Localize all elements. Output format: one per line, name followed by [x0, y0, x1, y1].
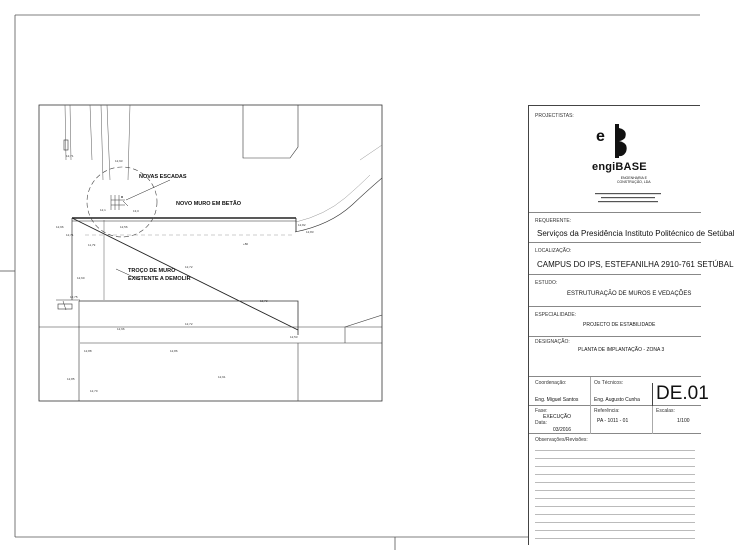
- address-fine-print: [593, 192, 663, 208]
- svg-text:12,83: 12,83: [306, 230, 314, 234]
- svg-text:12,75: 12,75: [70, 295, 78, 299]
- data-value: 03/2016: [553, 427, 572, 433]
- label-novas-escadas: NOVAS ESCADAS: [139, 174, 187, 180]
- svg-text:12,72: 12,72: [185, 322, 193, 326]
- fase-section: [529, 406, 701, 434]
- especialidade-value: PROJECTO DE ESTABILIDADE: [583, 322, 656, 328]
- localizacao-section: [529, 243, 734, 275]
- svg-text:12,53: 12,53: [290, 335, 298, 339]
- svg-text:12,85: 12,85: [67, 377, 75, 381]
- referencia-value: PA - 1011 - 01: [597, 418, 629, 424]
- observacoes-section: [529, 434, 701, 546]
- projectistas-label: PROJECTISTAS:: [535, 113, 574, 119]
- coordenacao-label: Coordenação:: [535, 380, 567, 386]
- requerente-value: Serviços da Presidência Instituto Politécnico de Setúbal: [537, 229, 734, 238]
- svg-text:12,91: 12,91: [218, 375, 226, 379]
- svg-text:12,1: 12,1: [100, 208, 106, 212]
- logo-letter: e: [596, 128, 605, 145]
- svg-text:12,72: 12,72: [185, 265, 193, 269]
- plan-viewport: [39, 105, 382, 401]
- svg-text:12,86: 12,86: [170, 349, 178, 353]
- tecnicos-label: Os Técnicos:: [594, 380, 624, 386]
- responsaveis-section: [529, 377, 709, 406]
- svg-text:12,96: 12,96: [56, 225, 64, 229]
- observacoes-label: Observações/Revisões:: [535, 437, 588, 443]
- escalas-label: Escalas:: [656, 408, 675, 414]
- svg-text:13,0: 13,0: [133, 209, 139, 213]
- stairs-detail: [111, 195, 125, 210]
- estudo-label: ESTUDO:: [535, 280, 558, 286]
- svg-text:12,96: 12,96: [117, 327, 125, 331]
- svg-text:12,88: 12,88: [84, 349, 92, 353]
- fase-value: EXECUÇÃO: [543, 414, 572, 420]
- logo-subtitle-line2: CONSTRUÇÃO, LDA: [617, 180, 651, 184]
- label-troco-line2: EXISTENTE A DEMOLIR: [128, 276, 191, 282]
- localizacao-label: LOCALIZAÇÃO:: [535, 248, 572, 254]
- designacao-section: [529, 337, 701, 377]
- svg-text:12,82: 12,82: [298, 223, 306, 227]
- svg-text:+80: +80: [243, 242, 249, 246]
- svg-text:12,71: 12,71: [66, 233, 74, 237]
- designacao-label: DESIGNAÇÃO:: [535, 339, 570, 345]
- projectistas-section: [529, 106, 701, 213]
- escala-value: 1/100: [677, 418, 690, 424]
- estudo-value: ESTRUTURAÇÃO DE MUROS E VEDAÇÕES: [567, 291, 692, 297]
- coordenacao-value: Eng. Miguel Santos: [535, 397, 579, 403]
- logo-wordmark: engiBASE: [592, 161, 647, 173]
- fase-label: Fase:: [535, 408, 548, 414]
- svg-text:12,72: 12,72: [260, 299, 268, 303]
- svg-text:12,56: 12,56: [120, 225, 128, 229]
- estudo-section: [529, 275, 701, 307]
- requerente-label: REQUERENTE:: [535, 218, 572, 224]
- logo-subtitle: [617, 176, 651, 184]
- svg-text:12,93: 12,93: [115, 159, 123, 163]
- especialidade-label: ESPECIALIDADE:: [535, 312, 577, 318]
- logo-subtitle-line1: ENGENHARIA E: [620, 176, 647, 180]
- svg-text:12,70: 12,70: [90, 389, 98, 393]
- svg-text:12,60: 12,60: [77, 276, 85, 280]
- localizacao-value: CAMPUS DO IPS, ESTEFANILHA 2910-761 SETÚBAL: [537, 260, 734, 269]
- referencia-label: Referência:: [594, 408, 620, 414]
- especialidade-section: [529, 307, 701, 337]
- tecnico-value: Eng. Augusto Cunha: [594, 397, 640, 403]
- requerente-section: [529, 213, 734, 243]
- data-label: Data:: [535, 420, 547, 426]
- svg-text:12,71: 12,71: [66, 154, 74, 158]
- designacao-value: PLANTA DE IMPLANTAÇÃO - ZONA 3: [578, 347, 665, 353]
- svg-text:11,79: 11,79: [88, 243, 96, 247]
- engibase-logo-icon: [613, 124, 629, 158]
- label-troco-line1: TROÇO DE MURO: [128, 268, 176, 274]
- title-block: [528, 105, 734, 545]
- label-novo-muro: NOVO MURO EM BETÃO: [176, 201, 242, 207]
- drawing-number: DE.01: [656, 383, 709, 404]
